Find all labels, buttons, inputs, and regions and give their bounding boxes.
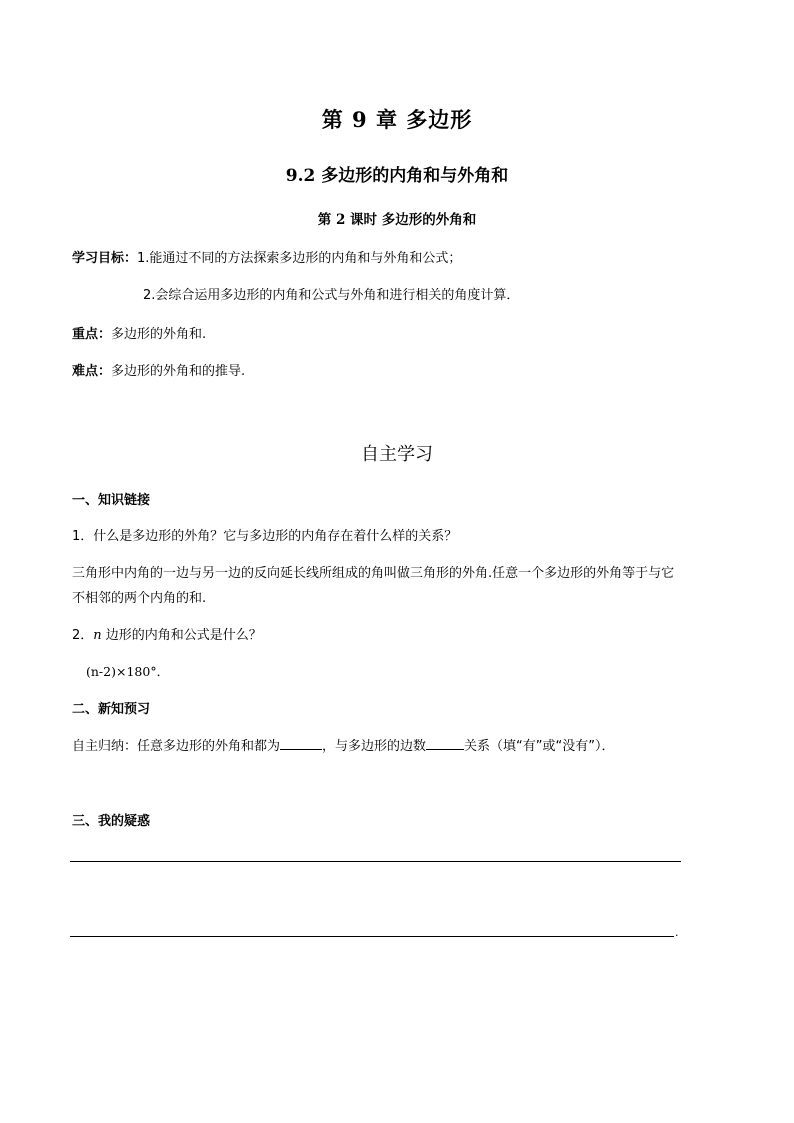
part3-heading: 三、我的疑惑 [72, 814, 151, 829]
answer-2-formula: (n-2)×180°． [86, 664, 170, 679]
summary-fill-in [72, 735, 614, 754]
question-2-prefix: 2． [72, 628, 94, 643]
question-2 [72, 624, 262, 643]
answer-1-line-1: 三角形中内角的一边与另一边的反向延长线所组成的角叫做三角形的外角.任意一个多边形的外角等于与它 [72, 566, 675, 581]
difficulty-label: 难点： [72, 364, 112, 379]
blank-exterior-angle-sum[interactable] [280, 737, 322, 750]
answer-line-2[interactable] [70, 936, 674, 937]
self-study-heading: 自主学习 [361, 444, 433, 465]
answer-1-line-2: 不相邻的两个内角的和. [72, 591, 207, 606]
key-point-label: 重点： [72, 327, 112, 342]
question-2-suffix: 边形的内角和公式是什么？ [101, 628, 262, 643]
objectives-label: 学习目标： [72, 251, 138, 266]
summary-text-c: 关系（填“有”或“没有”）． [464, 739, 615, 754]
blank-relation[interactable] [426, 737, 464, 750]
difficulty-text: 多边形的外角和的推导. [111, 364, 246, 379]
lesson-title: 第 2 课时 多边形的外角和 [317, 212, 477, 228]
chapter-title: 第 9 章 多边形 [321, 107, 473, 132]
section-title: 9.2 多边形的内角和与外角和 [285, 166, 509, 186]
objective-item-1: 1.能通过不同的方法探索多边形的内角和与外角和公式； [137, 251, 462, 266]
answer-line-end-mark: . [675, 926, 679, 939]
key-point [72, 323, 206, 342]
learning-objectives [72, 247, 461, 266]
difficulty [72, 360, 245, 379]
answer-line-1[interactable] [70, 861, 681, 862]
variable-n: n [93, 628, 102, 643]
part2-heading: 二、新知预习 [72, 702, 151, 717]
question-1: 1．什么是多边形的外角？它与多边形的内角存在着什么样的关系？ [72, 529, 458, 544]
key-point-text: 多边形的外角和. [111, 327, 207, 342]
summary-text-a: 自主归纳：任意多边形的外角和都为 [72, 739, 281, 754]
objective-item-2: 2.会综合运用多边形的内角和公式与外角和进行相关的角度计算． [143, 288, 520, 303]
summary-text-b: ，与多边形的边数 [322, 739, 427, 754]
part1-heading: 一、知识链接 [72, 493, 151, 508]
